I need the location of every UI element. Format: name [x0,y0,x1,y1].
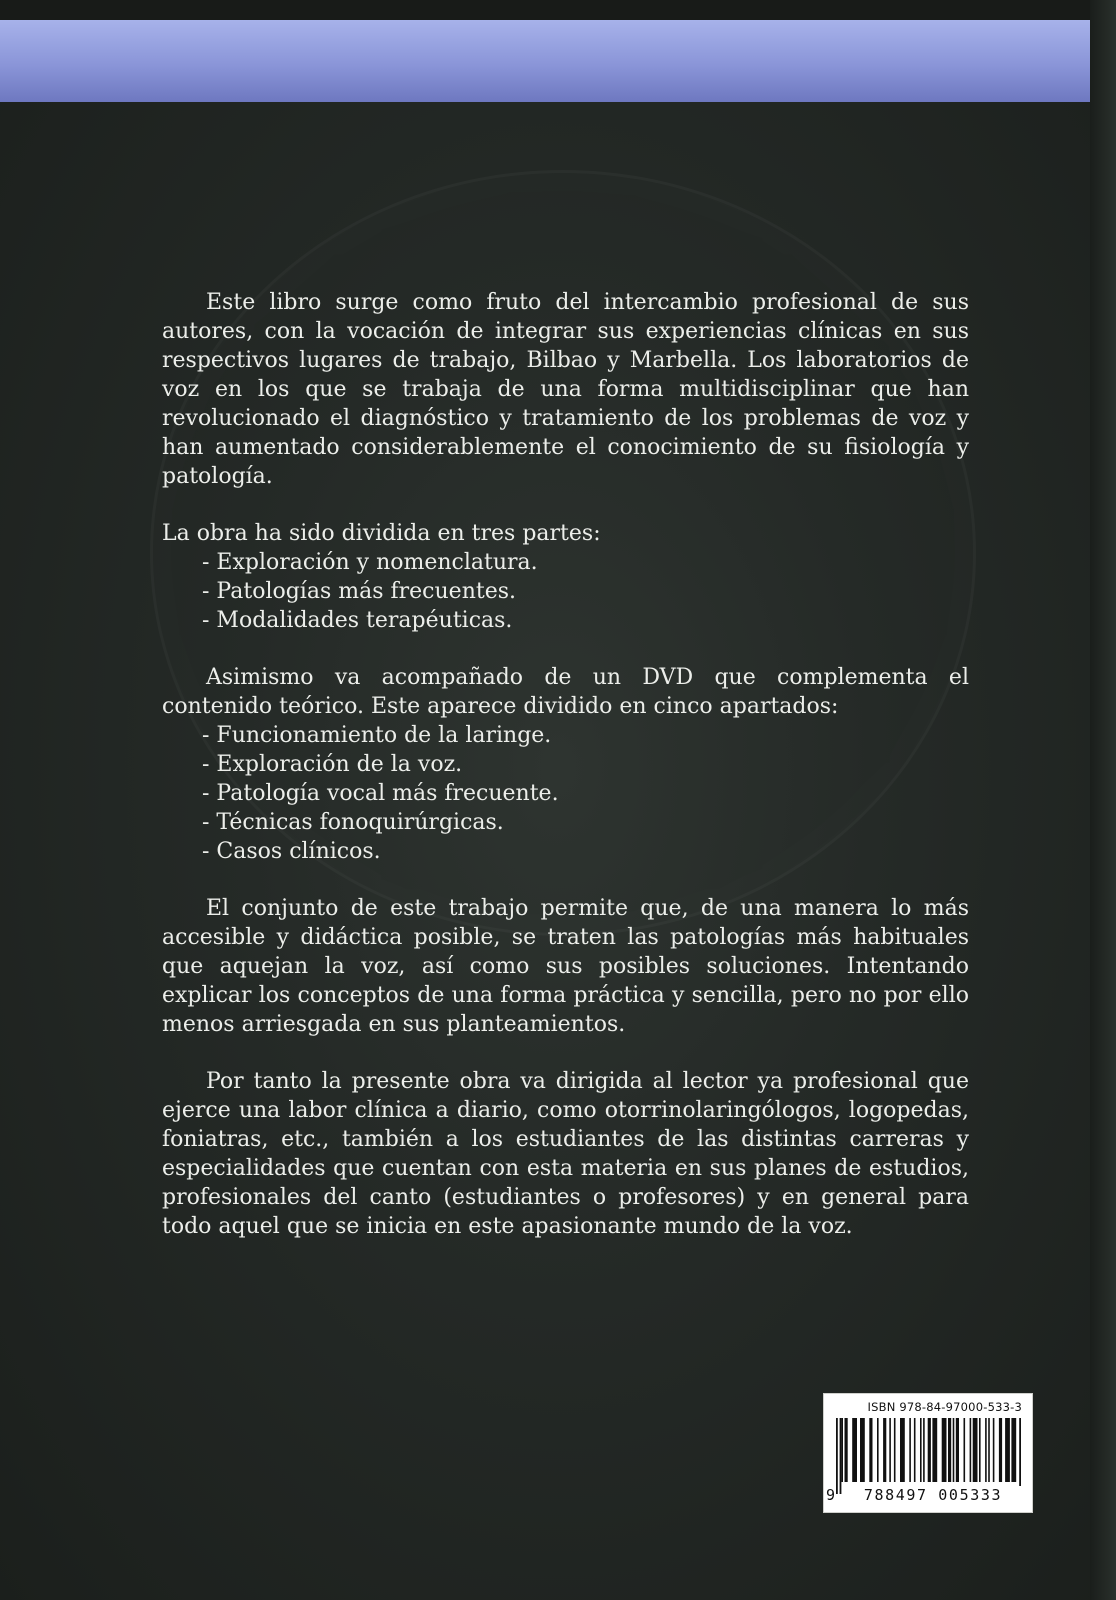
summary-paragraph: El conjunto de este trabajo permite que, de una manera lo más accesible y didáctica posible, se traten las patologías más habituales que aquejan la voz, así como sus posibles soluciones. Intentando explicar los conceptos de una forma práctica y sencilla, pero no por ello menos arriesgada en sus planteamientos. [162,896,969,1037]
list-item: - Patología vocal más frecuente. [202,781,559,806]
list-item: - Exploración y nomenclatura. [202,550,538,575]
intro-paragraph: Este libro surge como fruto del intercambio profesional de sus autores, con la vocación de integrar sus experiencias clínicas en sus respectivos lugares de trabajo, Bilbao y Marbella. Los laboratorios de voz en los que se trabaja de una forma multidisciplinar que han revolucionado el diagnóstico y tratamiento de los problemas de voz y han aumentado considerablemente el conocimiento de su fisiología y patología. [162,290,969,489]
list-item: - Patologías más frecuentes. [202,579,517,604]
barcode-bars [834,1418,1022,1494]
list-item: - Exploración de la voz. [202,752,463,777]
top-dark-strip [0,0,1116,20]
list-item: - Modalidades terapéuticas. [202,608,513,633]
dvd-sections-list [162,721,969,866]
top-blue-band [0,20,1090,102]
isbn-label: ISBN 978-84-97000-533-3 [867,1400,1022,1414]
dvd-paragraph: Asimismo va acompañado de un DVD que complementa el contenido teórico. Este aparece dividido en cinco apartados: [162,665,969,719]
ean-digits: 788497 005333 [844,1486,1022,1504]
audience-paragraph: Por tanto la presente obra va dirigida al lector ya profesional que ejerce una labor clínica a diario, como otorrinolaringólogos, logopedas, foniatras, etc., también a los estudiantes de las distintas carreras y especialidades que cuentan con esta materia en sus planes de estudios, profesionales del canto (estudiantes o profesores) y en general para todo aquel que se inicia en este apasionante mundo de la voz. [162,1069,969,1239]
blurb-text [162,288,969,1269]
list-item: - Casos clínicos. [202,839,381,864]
parts-heading: La obra ha sido dividida en tres partes: [162,521,601,546]
list-item: - Técnicas fonoquirúrgicas. [202,810,504,835]
parts-list [162,548,969,635]
ean-first-digit: 9 [826,1486,836,1504]
isbn-barcode [823,1393,1033,1513]
right-edge-strip [1090,0,1116,1600]
list-item: - Funcionamiento de la laringe. [202,723,552,748]
